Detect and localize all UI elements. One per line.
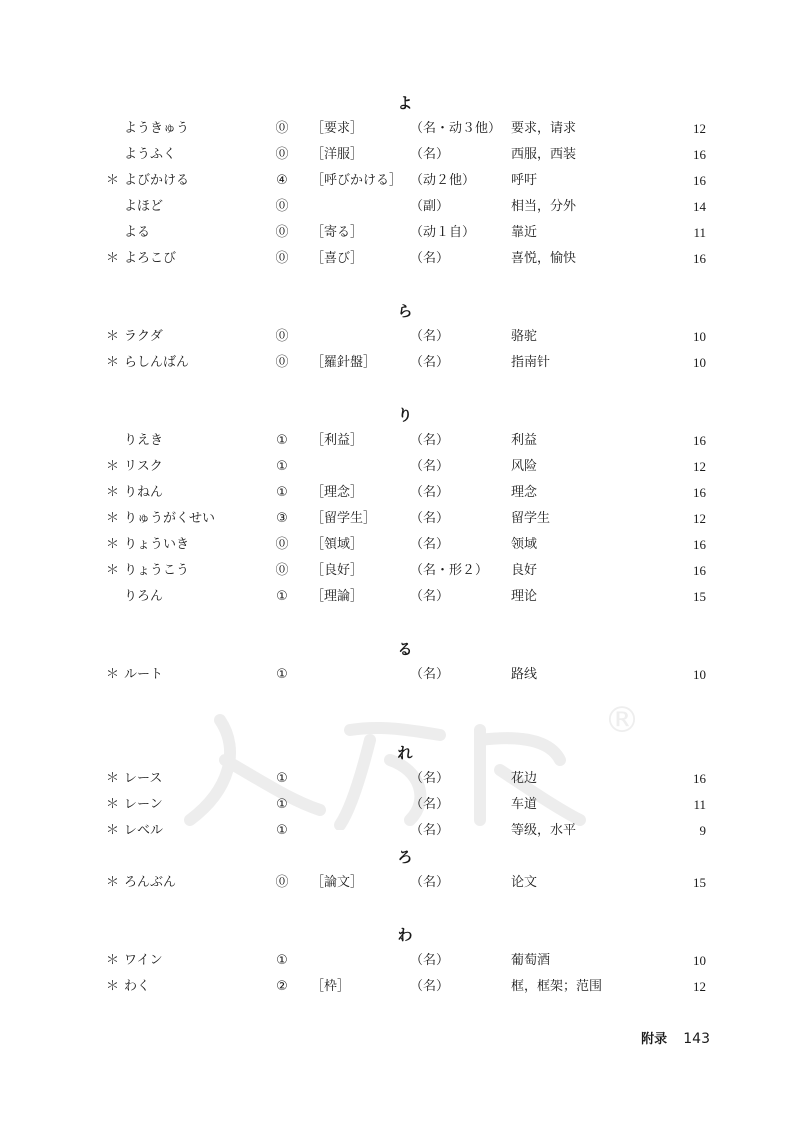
entry-accent-mark: ⓪ [275,251,289,266]
entry-lesson-number: 10 [693,355,706,370]
entry-reading: よろこび [124,251,177,266]
entry-reading: りろん [124,589,164,604]
entry-lesson-number: 12 [693,459,706,474]
entry-lesson-number: 15 [693,589,706,604]
entry-meaning: 理论 [511,589,538,604]
entry-part-of-speech: （名） [410,433,450,448]
vocab-entry [0,795,800,815]
entry-reading: ラクダ [124,329,163,344]
entry-new-word-marker: ＊ [106,823,120,838]
entry-reading: ルート [124,667,164,682]
vocab-entry [0,821,800,841]
entry-accent-mark: ① [276,823,288,838]
vocab-entry [0,119,800,139]
entry-lesson-number: 15 [693,875,706,890]
vocab-entry [0,951,800,971]
entry-new-word-marker: ＊ [106,797,120,812]
entry-reading: ようふく [124,147,177,162]
entry-lesson-number: 16 [693,485,706,500]
entry-lesson-number: 11 [693,225,706,240]
entry-part-of-speech: （名） [410,511,450,526]
entry-kanji-form: ［利益］ [311,433,364,448]
section-heading: り [397,406,413,424]
entry-accent-mark: ① [276,485,288,500]
entry-lesson-number: 16 [693,563,706,578]
entry-accent-mark: ⓪ [275,355,289,370]
section-heading: る [397,640,413,658]
entry-reading: レース [124,771,163,786]
vocab-entry [0,353,800,373]
footer-section-label: 附录 [641,1032,668,1047]
entry-meaning: 留学生 [511,511,551,526]
entry-part-of-speech: （名） [410,147,450,162]
entry-lesson-number: 16 [693,537,706,552]
entry-meaning: 指南针 [511,355,551,370]
entry-meaning: 花边 [511,771,538,786]
vocab-entry [0,977,800,997]
entry-part-of-speech: （动２他） [410,173,476,188]
entry-kanji-form: ［洋服］ [311,147,364,162]
vocab-entry [0,587,800,607]
entry-meaning: 喜悦，愉快 [511,251,577,266]
section-heading: ら [397,302,413,320]
entry-meaning: 等级，水平 [511,823,577,838]
entry-meaning: 车道 [511,797,538,812]
entry-accent-mark: ⓪ [275,537,289,552]
entry-reading: ろんぶん [124,875,177,890]
entry-accent-mark: ① [276,797,288,812]
entry-kanji-form: ［良好］ [311,563,364,578]
entry-meaning: 领域 [511,537,538,552]
entry-accent-mark: ⓪ [275,121,289,136]
entry-lesson-number: 14 [693,199,706,214]
entry-part-of-speech: （名） [410,667,450,682]
entry-reading: ワイン [124,953,163,968]
entry-part-of-speech: （名） [410,251,450,266]
entry-accent-mark: ① [276,589,288,604]
entry-new-word-marker: ＊ [106,485,120,500]
entry-lesson-number: 11 [693,797,706,812]
entry-lesson-number: 12 [693,979,706,994]
entry-new-word-marker: ＊ [106,459,120,474]
entry-meaning: 骆驼 [511,329,538,344]
entry-part-of-speech: （名） [410,537,450,552]
entry-kanji-form: ［呼びかける］ [311,173,403,188]
page-number: 143 [683,1031,710,1047]
entry-meaning: 西服，西装 [511,147,577,162]
entry-accent-mark: ① [276,667,288,682]
entry-meaning: 利益 [511,433,538,448]
entry-kanji-form: ［理念］ [311,485,364,500]
entry-lesson-number: 16 [693,147,706,162]
page-footer [560,1028,710,1047]
vocab-entry [0,457,800,477]
entry-accent-mark: ⓪ [275,199,289,214]
entry-new-word-marker: ＊ [106,667,120,682]
entry-reading: りょうこう [124,563,190,578]
entry-meaning: 良好 [511,563,538,578]
entry-reading: よびかける [124,173,190,188]
entry-accent-mark: ⓪ [275,875,289,890]
entry-reading: リスク [124,459,163,474]
entry-part-of-speech: （名） [410,589,450,604]
entry-part-of-speech: （名） [410,355,450,370]
vocab-entry [0,665,800,685]
entry-new-word-marker: ＊ [106,979,120,994]
entry-lesson-number: 10 [693,953,706,968]
vocab-entry [0,561,800,581]
section-heading: わ [397,926,413,944]
entry-kanji-form: ［論文］ [311,875,364,890]
registered-trademark-icon: ® [604,700,640,741]
vocab-entry [0,509,800,529]
entry-part-of-speech: （名） [410,979,450,994]
entry-meaning: 理念 [511,485,538,500]
entry-meaning: 要求，请求 [511,121,577,136]
entry-kanji-form: ［留学生］ [311,511,377,526]
entry-accent-mark: ② [276,979,288,994]
entry-meaning: 葡萄酒 [511,953,551,968]
entry-lesson-number: 16 [693,173,706,188]
vocab-entry [0,431,800,451]
entry-lesson-number: 16 [693,433,706,448]
section-heading: よ [397,94,413,112]
entry-reading: レーン [124,797,163,812]
vocab-entry [0,249,800,269]
entry-kanji-form: ［領域］ [311,537,364,552]
vocab-entry [0,873,800,893]
entry-reading: りねん [124,485,164,500]
section-heading: れ [397,744,413,762]
entry-lesson-number: 12 [693,511,706,526]
vocab-entry [0,327,800,347]
entry-part-of-speech: （名） [410,797,450,812]
entry-accent-mark: ① [276,459,288,474]
entry-part-of-speech: （动１自） [410,225,476,240]
vocab-entry [0,145,800,165]
vocab-entry [0,197,800,217]
entry-reading: りゅうがくせい [124,511,216,526]
entry-part-of-speech: （名） [410,485,450,500]
entry-new-word-marker: ＊ [106,563,120,578]
vocab-entry [0,535,800,555]
entry-lesson-number: 16 [693,251,706,266]
entry-new-word-marker: ＊ [106,771,120,786]
entry-part-of-speech: （副） [410,199,450,214]
entry-kanji-form: ［喜び］ [311,251,364,266]
entry-meaning: 风险 [511,459,538,474]
entry-part-of-speech: （名） [410,329,450,344]
entry-part-of-speech: （名） [410,953,450,968]
entry-accent-mark: ⓪ [275,225,289,240]
entry-reading: ようきゅう [124,121,190,136]
entry-part-of-speech: （名） [410,875,450,890]
entry-part-of-speech: （名） [410,823,450,838]
entry-meaning: 框，框架；范围 [511,979,603,994]
section-heading: ろ [397,848,413,866]
entry-lesson-number: 10 [693,667,706,682]
entry-accent-mark: ① [276,953,288,968]
entry-lesson-number: 16 [693,771,706,786]
entry-kanji-form: ［理論］ [311,589,364,604]
entry-accent-mark: ⓪ [275,147,289,162]
entry-meaning: 靠近 [511,225,538,240]
vocab-entry [0,769,800,789]
entry-reading: りえき [124,433,164,448]
entry-reading: らしんばん [124,355,190,370]
entry-accent-mark: ⓪ [275,563,289,578]
vocab-entry [0,483,800,503]
entry-new-word-marker: ＊ [106,251,120,266]
entry-kanji-form: ［要求］ [311,121,364,136]
entry-new-word-marker: ＊ [106,355,120,370]
entry-accent-mark: ③ [276,511,288,526]
entry-reading: りょういき [124,537,190,552]
entry-accent-mark: ⓪ [275,329,289,344]
entry-accent-mark: ④ [276,173,288,188]
entry-accent-mark: ① [276,433,288,448]
entry-new-word-marker: ＊ [106,875,120,890]
entry-kanji-form: ［羅針盤］ [311,355,377,370]
entry-kanji-form: ［枠］ [311,979,351,994]
entry-accent-mark: ① [276,771,288,786]
entry-kanji-form: ［寄る］ [311,225,364,240]
entry-reading: レベル [124,823,164,838]
entry-new-word-marker: ＊ [106,537,120,552]
entry-new-word-marker: ＊ [106,953,120,968]
entry-reading: よほど [124,199,164,214]
vocab-entry [0,171,800,191]
entry-meaning: 论文 [511,875,538,890]
entry-lesson-number: 12 [693,121,706,136]
entry-meaning: 呼吁 [511,173,538,188]
entry-part-of-speech: （名・动３他） [410,121,502,136]
entry-lesson-number: 9 [699,823,706,838]
entry-part-of-speech: （名） [410,771,450,786]
entry-meaning: 路线 [511,667,538,682]
entry-part-of-speech: （名・形２） [410,563,489,578]
entry-new-word-marker: ＊ [106,329,120,344]
entry-lesson-number: 10 [693,329,706,344]
entry-reading: わく [124,979,151,994]
entry-reading: よる [124,225,151,240]
entry-meaning: 相当，分外 [511,199,577,214]
entry-new-word-marker: ＊ [106,511,120,526]
vocab-entry [0,223,800,243]
entry-new-word-marker: ＊ [106,173,120,188]
entry-part-of-speech: （名） [410,459,450,474]
